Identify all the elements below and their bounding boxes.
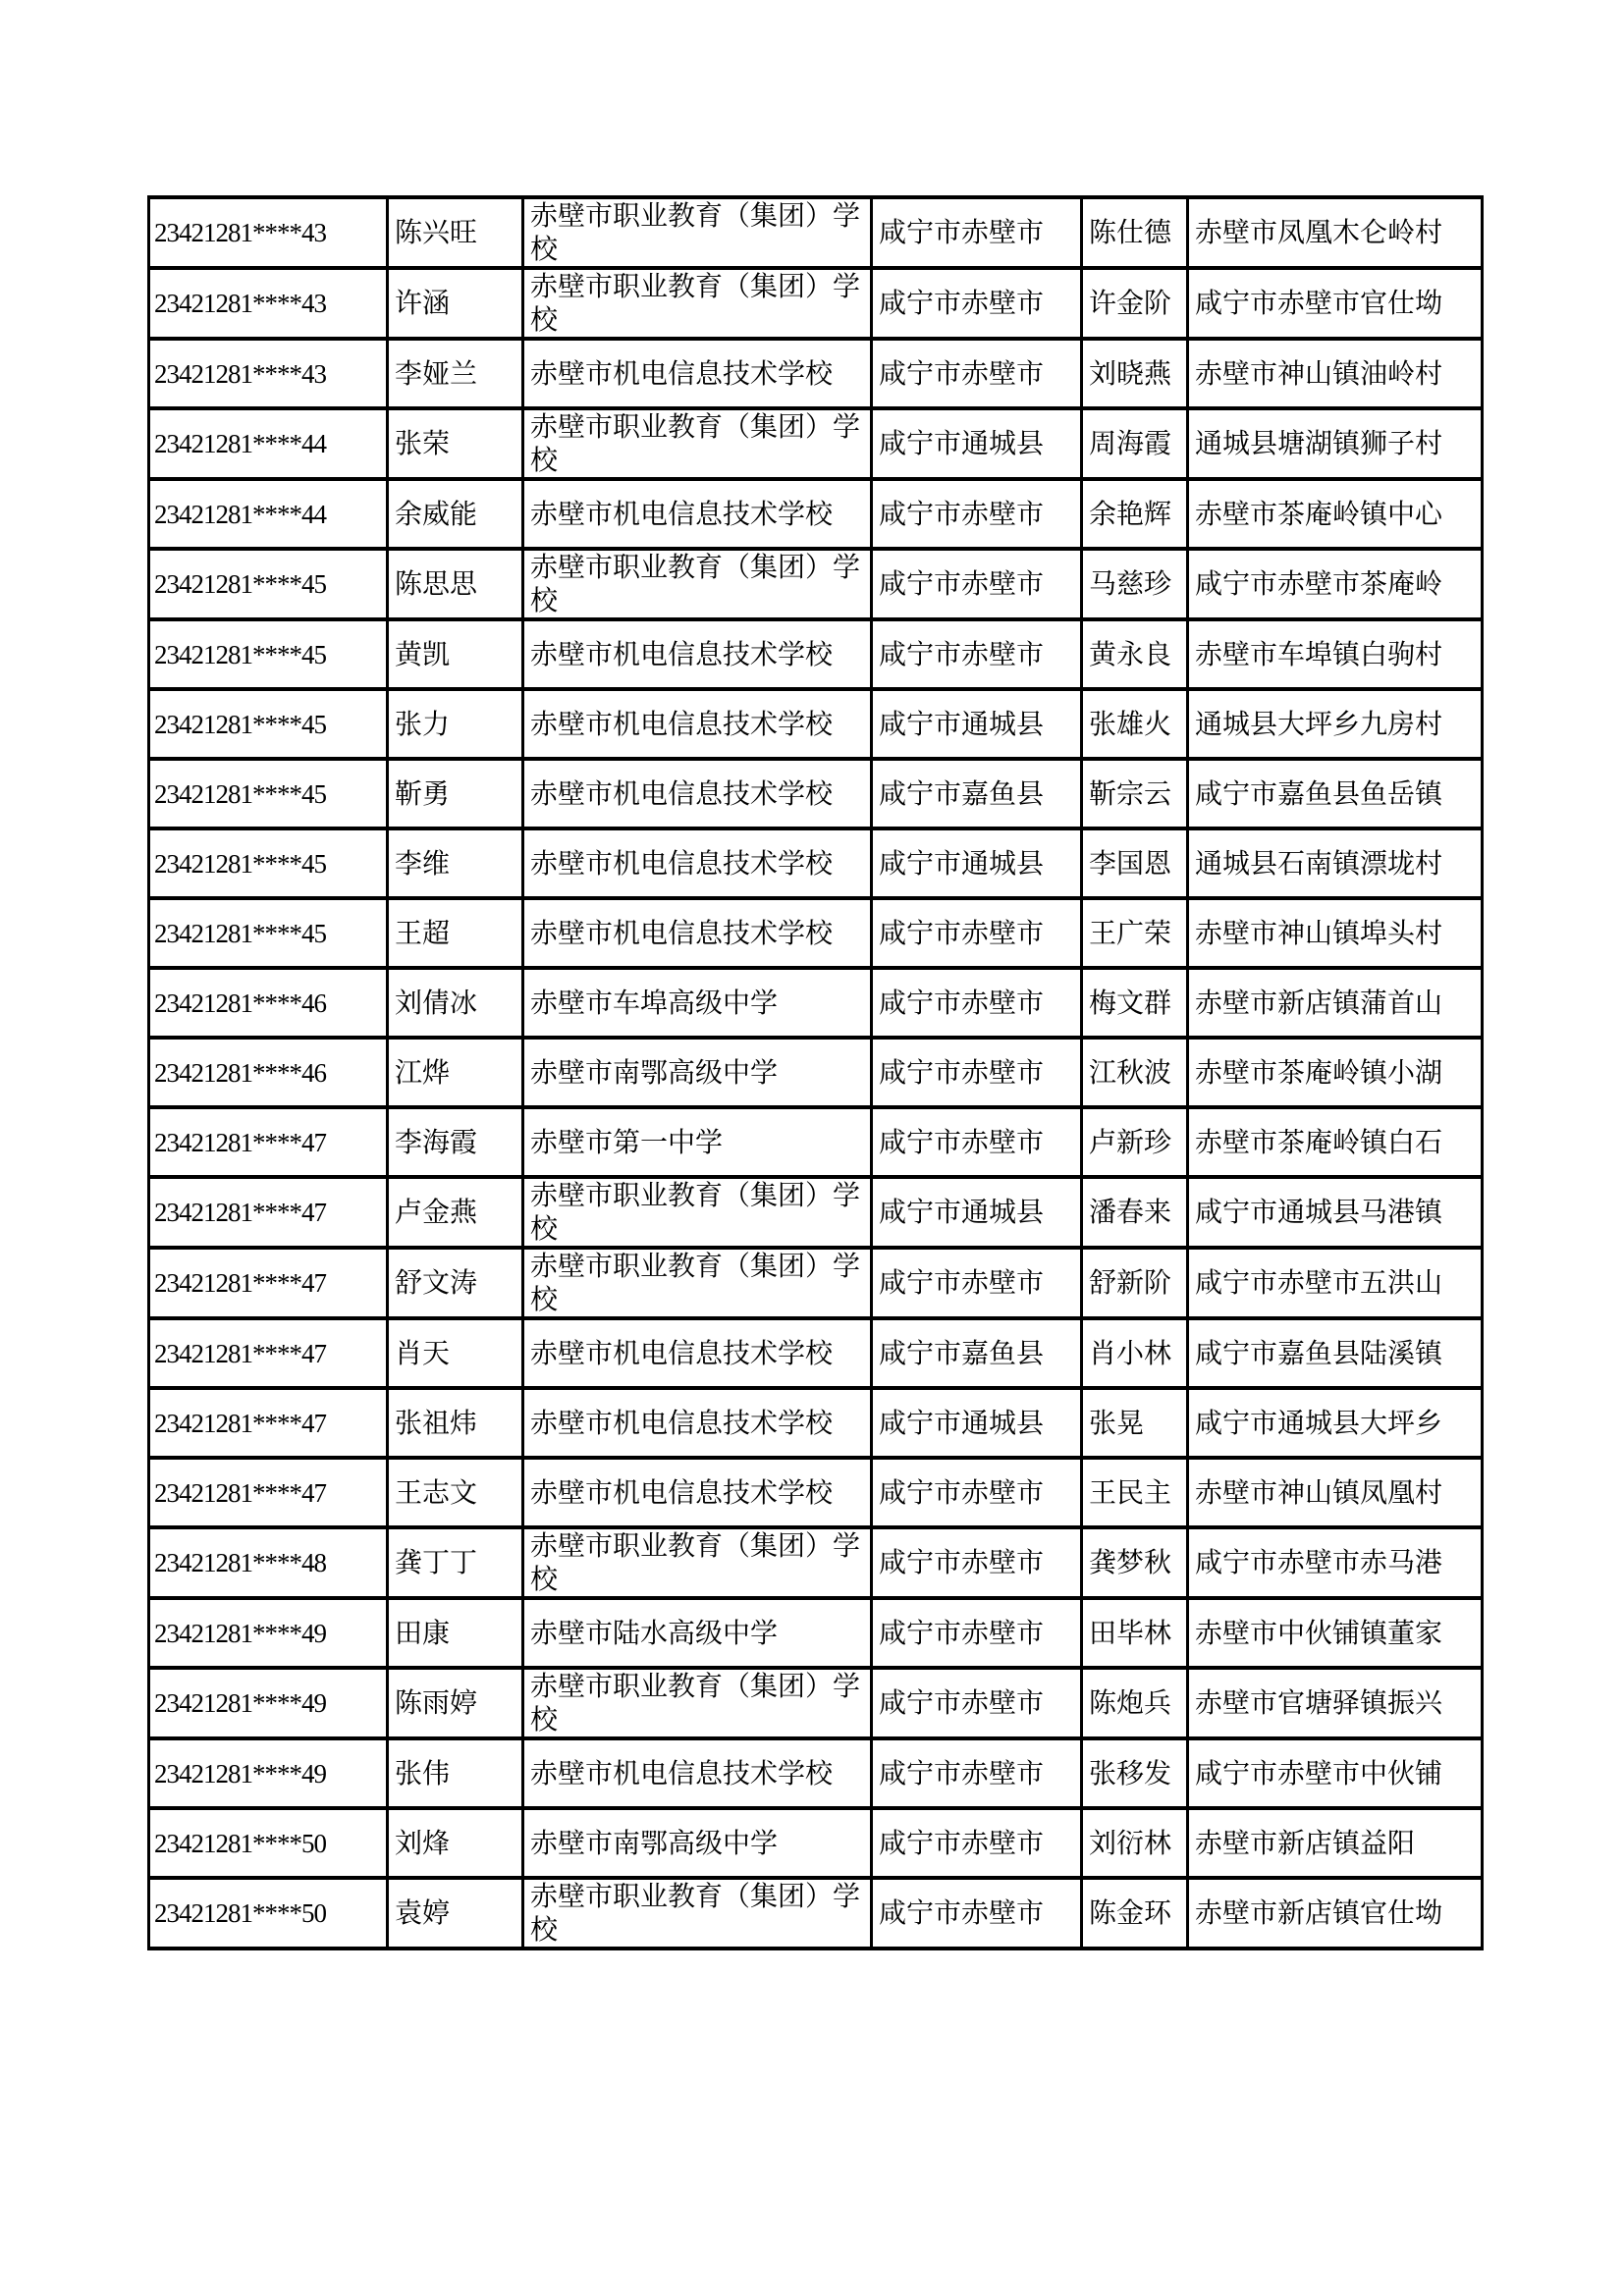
address-cell: 赤壁市新店镇官仕坳 xyxy=(1188,1878,1483,1949)
table-row xyxy=(149,1318,1483,1388)
region-cell: 咸宁市赤壁市 xyxy=(872,1248,1082,1318)
school-cell: 赤壁市车埠高级中学 xyxy=(523,968,872,1038)
region-cell: 咸宁市赤壁市 xyxy=(872,339,1082,408)
guardian-name-cell: 张雄火 xyxy=(1082,689,1188,759)
student-name-cell: 李维 xyxy=(388,828,523,898)
table-row xyxy=(149,1107,1483,1177)
id-cell: 23421281****47 xyxy=(149,1318,388,1388)
region-cell: 咸宁市通城县 xyxy=(872,828,1082,898)
address-cell: 赤壁市茶庵岭镇小湖 xyxy=(1188,1038,1483,1107)
region-cell: 咸宁市赤壁市 xyxy=(872,1598,1082,1668)
table-row xyxy=(149,759,1483,828)
student-name-cell: 袁婷 xyxy=(388,1878,523,1949)
id-cell: 23421281****45 xyxy=(149,549,388,619)
id-cell: 23421281****47 xyxy=(149,1248,388,1318)
region-cell: 咸宁市赤壁市 xyxy=(872,549,1082,619)
id-cell: 23421281****43 xyxy=(149,339,388,408)
id-cell: 23421281****50 xyxy=(149,1808,388,1878)
table-row xyxy=(149,339,1483,408)
guardian-name-cell: 田毕林 xyxy=(1082,1598,1188,1668)
school-cell: 赤壁市机电信息技术学校 xyxy=(523,759,872,828)
id-cell: 23421281****46 xyxy=(149,1038,388,1107)
student-name-cell: 靳勇 xyxy=(388,759,523,828)
address-cell: 咸宁市通城县大坪乡 xyxy=(1188,1388,1483,1458)
table-row xyxy=(149,1808,1483,1878)
id-cell: 23421281****49 xyxy=(149,1738,388,1808)
student-name-cell: 黄凯 xyxy=(388,619,523,689)
student-name-cell: 张伟 xyxy=(388,1738,523,1808)
school-cell: 赤壁市南鄂高级中学 xyxy=(523,1808,872,1878)
school-cell: 赤壁市南鄂高级中学 xyxy=(523,1038,872,1107)
guardian-name-cell: 潘春来 xyxy=(1082,1177,1188,1248)
table-row xyxy=(149,1598,1483,1668)
address-cell: 咸宁市赤壁市五洪山 xyxy=(1188,1248,1483,1318)
address-cell: 咸宁市赤壁市赤马港 xyxy=(1188,1527,1483,1598)
id-cell: 23421281****47 xyxy=(149,1388,388,1458)
guardian-name-cell: 卢新珍 xyxy=(1082,1107,1188,1177)
region-cell: 咸宁市赤壁市 xyxy=(872,1458,1082,1527)
guardian-name-cell: 许金阶 xyxy=(1082,268,1188,339)
id-cell: 23421281****45 xyxy=(149,619,388,689)
region-cell: 咸宁市嘉鱼县 xyxy=(872,1318,1082,1388)
student-name-cell: 许涵 xyxy=(388,268,523,339)
table-row xyxy=(149,479,1483,549)
school-cell: 赤壁市职业教育（集团）学校 xyxy=(523,1248,872,1318)
table-row xyxy=(149,1738,1483,1808)
table-row xyxy=(149,197,1483,268)
address-cell: 咸宁市嘉鱼县鱼岳镇 xyxy=(1188,759,1483,828)
id-cell: 23421281****47 xyxy=(149,1177,388,1248)
region-cell: 咸宁市赤壁市 xyxy=(872,968,1082,1038)
address-cell: 咸宁市赤壁市中伙铺 xyxy=(1188,1738,1483,1808)
region-cell: 咸宁市赤壁市 xyxy=(872,479,1082,549)
school-cell: 赤壁市机电信息技术学校 xyxy=(523,1318,872,1388)
school-cell: 赤壁市陆水高级中学 xyxy=(523,1598,872,1668)
id-cell: 23421281****44 xyxy=(149,408,388,479)
student-name-cell: 张祖炜 xyxy=(388,1388,523,1458)
region-cell: 咸宁市赤壁市 xyxy=(872,898,1082,968)
address-cell: 通城县塘湖镇狮子村 xyxy=(1188,408,1483,479)
school-cell: 赤壁市职业教育（集团）学校 xyxy=(523,1878,872,1949)
table-row xyxy=(149,1668,1483,1738)
id-cell: 23421281****47 xyxy=(149,1107,388,1177)
guardian-name-cell: 舒新阶 xyxy=(1082,1248,1188,1318)
table-row xyxy=(149,1527,1483,1598)
id-cell: 23421281****50 xyxy=(149,1878,388,1949)
guardian-name-cell: 陈仕德 xyxy=(1082,197,1188,268)
school-cell: 赤壁市机电信息技术学校 xyxy=(523,479,872,549)
student-name-cell: 江烨 xyxy=(388,1038,523,1107)
guardian-name-cell: 李国恩 xyxy=(1082,828,1188,898)
address-cell: 赤壁市中伙铺镇董家 xyxy=(1188,1598,1483,1668)
table-row xyxy=(149,408,1483,479)
school-cell: 赤壁市机电信息技术学校 xyxy=(523,1738,872,1808)
school-cell: 赤壁市第一中学 xyxy=(523,1107,872,1177)
id-cell: 23421281****46 xyxy=(149,968,388,1038)
school-cell: 赤壁市职业教育（集团）学校 xyxy=(523,1177,872,1248)
student-name-cell: 王超 xyxy=(388,898,523,968)
table-row xyxy=(149,968,1483,1038)
guardian-name-cell: 梅文群 xyxy=(1082,968,1188,1038)
table-row xyxy=(149,268,1483,339)
id-cell: 23421281****45 xyxy=(149,689,388,759)
region-cell: 咸宁市赤壁市 xyxy=(872,1038,1082,1107)
id-cell: 23421281****43 xyxy=(149,268,388,339)
address-cell: 咸宁市赤壁市官仕坳 xyxy=(1188,268,1483,339)
school-cell: 赤壁市机电信息技术学校 xyxy=(523,828,872,898)
region-cell: 咸宁市嘉鱼县 xyxy=(872,759,1082,828)
student-name-cell: 刘烽 xyxy=(388,1808,523,1878)
guardian-name-cell: 张移发 xyxy=(1082,1738,1188,1808)
region-cell: 咸宁市赤壁市 xyxy=(872,1808,1082,1878)
student-name-cell: 王志文 xyxy=(388,1458,523,1527)
student-name-cell: 张荣 xyxy=(388,408,523,479)
student-name-cell: 刘倩冰 xyxy=(388,968,523,1038)
table-row xyxy=(149,619,1483,689)
guardian-name-cell: 刘晓燕 xyxy=(1082,339,1188,408)
region-cell: 咸宁市赤壁市 xyxy=(872,1878,1082,1949)
table-row xyxy=(149,1177,1483,1248)
address-cell: 赤壁市车埠镇白驹村 xyxy=(1188,619,1483,689)
region-cell: 咸宁市通城县 xyxy=(872,408,1082,479)
address-cell: 通城县石南镇漂垅村 xyxy=(1188,828,1483,898)
guardian-name-cell: 陈炮兵 xyxy=(1082,1668,1188,1738)
guardian-name-cell: 王广荣 xyxy=(1082,898,1188,968)
school-cell: 赤壁市职业教育（集团）学校 xyxy=(523,1668,872,1738)
region-cell: 咸宁市通城县 xyxy=(872,1177,1082,1248)
address-cell: 赤壁市茶庵岭镇中心 xyxy=(1188,479,1483,549)
student-name-cell: 李娅兰 xyxy=(388,339,523,408)
student-name-cell: 陈兴旺 xyxy=(388,197,523,268)
address-cell: 赤壁市神山镇凤凰村 xyxy=(1188,1458,1483,1527)
address-cell: 赤壁市新店镇益阳 xyxy=(1188,1808,1483,1878)
student-name-cell: 肖天 xyxy=(388,1318,523,1388)
table-row xyxy=(149,1248,1483,1318)
student-name-cell: 田康 xyxy=(388,1598,523,1668)
table-row xyxy=(149,898,1483,968)
id-cell: 23421281****49 xyxy=(149,1598,388,1668)
region-cell: 咸宁市通城县 xyxy=(872,689,1082,759)
guardian-name-cell: 周海霞 xyxy=(1082,408,1188,479)
region-cell: 咸宁市赤壁市 xyxy=(872,619,1082,689)
table-row xyxy=(149,1388,1483,1458)
school-cell: 赤壁市机电信息技术学校 xyxy=(523,689,872,759)
region-cell: 咸宁市赤壁市 xyxy=(872,268,1082,339)
school-cell: 赤壁市机电信息技术学校 xyxy=(523,1388,872,1458)
address-cell: 赤壁市官塘驿镇振兴 xyxy=(1188,1668,1483,1738)
address-cell: 咸宁市嘉鱼县陆溪镇 xyxy=(1188,1318,1483,1388)
region-cell: 咸宁市赤壁市 xyxy=(872,1668,1082,1738)
guardian-name-cell: 刘衍林 xyxy=(1082,1808,1188,1878)
student-name-cell: 李海霞 xyxy=(388,1107,523,1177)
school-cell: 赤壁市机电信息技术学校 xyxy=(523,898,872,968)
region-cell: 咸宁市赤壁市 xyxy=(872,1527,1082,1598)
id-cell: 23421281****44 xyxy=(149,479,388,549)
student-name-cell: 余威能 xyxy=(388,479,523,549)
region-cell: 咸宁市赤壁市 xyxy=(872,197,1082,268)
guardian-name-cell: 张晃 xyxy=(1082,1388,1188,1458)
id-cell: 23421281****45 xyxy=(149,898,388,968)
table-row xyxy=(149,1458,1483,1527)
region-cell: 咸宁市赤壁市 xyxy=(872,1107,1082,1177)
guardian-name-cell: 余艳辉 xyxy=(1082,479,1188,549)
student-table xyxy=(147,195,1484,1950)
guardian-name-cell: 陈金环 xyxy=(1082,1878,1188,1949)
student-name-cell: 张力 xyxy=(388,689,523,759)
school-cell: 赤壁市机电信息技术学校 xyxy=(523,619,872,689)
table-row xyxy=(149,828,1483,898)
guardian-name-cell: 靳宗云 xyxy=(1082,759,1188,828)
id-cell: 23421281****47 xyxy=(149,1458,388,1527)
school-cell: 赤壁市职业教育（集团）学校 xyxy=(523,1527,872,1598)
region-cell: 咸宁市通城县 xyxy=(872,1388,1082,1458)
guardian-name-cell: 龚梦秋 xyxy=(1082,1527,1188,1598)
address-cell: 赤壁市茶庵岭镇白石 xyxy=(1188,1107,1483,1177)
address-cell: 赤壁市新店镇蒲首山 xyxy=(1188,968,1483,1038)
id-cell: 23421281****45 xyxy=(149,759,388,828)
table-row xyxy=(149,1038,1483,1107)
student-name-cell: 卢金燕 xyxy=(388,1177,523,1248)
guardian-name-cell: 王民主 xyxy=(1082,1458,1188,1527)
id-cell: 23421281****49 xyxy=(149,1668,388,1738)
school-cell: 赤壁市职业教育（集团）学校 xyxy=(523,549,872,619)
address-cell: 赤壁市神山镇埠头村 xyxy=(1188,898,1483,968)
address-cell: 赤壁市凤凰木仑岭村 xyxy=(1188,197,1483,268)
guardian-name-cell: 黄永良 xyxy=(1082,619,1188,689)
table-row xyxy=(149,689,1483,759)
table-row xyxy=(149,549,1483,619)
address-cell: 咸宁市赤壁市茶庵岭 xyxy=(1188,549,1483,619)
guardian-name-cell: 肖小林 xyxy=(1082,1318,1188,1388)
id-cell: 23421281****45 xyxy=(149,828,388,898)
table-row xyxy=(149,1878,1483,1949)
address-cell: 咸宁市通城县马港镇 xyxy=(1188,1177,1483,1248)
address-cell: 赤壁市神山镇油岭村 xyxy=(1188,339,1483,408)
school-cell: 赤壁市职业教育（集团）学校 xyxy=(523,197,872,268)
school-cell: 赤壁市机电信息技术学校 xyxy=(523,339,872,408)
school-cell: 赤壁市机电信息技术学校 xyxy=(523,1458,872,1527)
school-cell: 赤壁市职业教育（集团）学校 xyxy=(523,408,872,479)
student-name-cell: 舒文涛 xyxy=(388,1248,523,1318)
student-name-cell: 陈雨婷 xyxy=(388,1668,523,1738)
student-name-cell: 陈思思 xyxy=(388,549,523,619)
guardian-name-cell: 江秋波 xyxy=(1082,1038,1188,1107)
school-cell: 赤壁市职业教育（集团）学校 xyxy=(523,268,872,339)
guardian-name-cell: 马慈珍 xyxy=(1082,549,1188,619)
student-name-cell: 龚丁丁 xyxy=(388,1527,523,1598)
id-cell: 23421281****48 xyxy=(149,1527,388,1598)
address-cell: 通城县大坪乡九房村 xyxy=(1188,689,1483,759)
region-cell: 咸宁市赤壁市 xyxy=(872,1738,1082,1808)
id-cell: 23421281****43 xyxy=(149,197,388,268)
